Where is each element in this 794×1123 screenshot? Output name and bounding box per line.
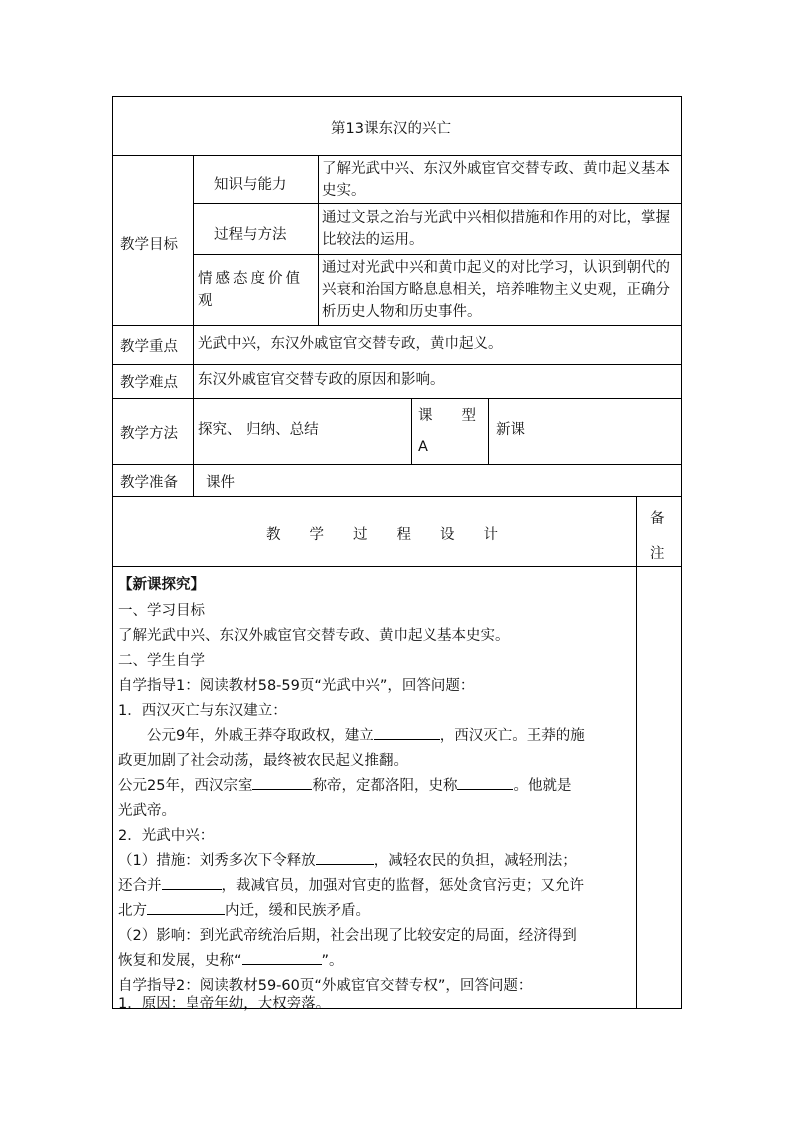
- methods-label: 教学方法: [120, 426, 178, 442]
- content-line: 政更加剧了社会动荡，最终被农民起义推翻。: [118, 753, 408, 769]
- content-line: 1．西汉灭亡与东汉建立：: [118, 703, 287, 719]
- content-line: 自学指导1：阅读教材58-59页“光武中兴”，回答问题：: [118, 678, 475, 694]
- content-line: 1．原因：皇帝年幼，大权旁落。: [118, 996, 331, 1012]
- text-segment: 恢复和发展，史称“: [118, 953, 242, 969]
- col-divider: [411, 398, 412, 465]
- content-line: [118, 900, 370, 922]
- row-divider: [112, 155, 682, 156]
- table-border-left: [112, 96, 113, 1009]
- objective-text-process: 通过文景之治与光武中兴相似措施和作用的对比，掌握比较法的运用。: [322, 210, 670, 248]
- col-divider: [636, 496, 637, 1009]
- row-divider: [112, 496, 682, 497]
- preparation-text: 课件: [206, 475, 235, 491]
- col-divider: [193, 155, 194, 497]
- row-divider: [112, 566, 682, 567]
- col-divider: [488, 398, 489, 465]
- row-divider: [112, 325, 682, 326]
- objective-text-attitude: 通过对光武中兴和黄巾起义的对比学习，认识到朝代的兴衰和治国方略息息相关，培养唯物主义史观，正确分析历史人物和历史事件。: [322, 260, 670, 320]
- remark-label-1: 备: [650, 511, 665, 527]
- text-segment: 。他就是: [513, 778, 572, 794]
- fill-in-blank[interactable]: [457, 775, 513, 790]
- content-line: 光武帝。: [118, 803, 176, 819]
- lesson-type-value: 新课: [496, 422, 525, 438]
- content-line: [147, 725, 585, 747]
- text-segment: （1）措施：刘秀多次下令释放: [118, 853, 316, 869]
- row-divider: [193, 203, 682, 204]
- content-line: 二、学生自学: [118, 653, 205, 669]
- objectives-label: 教学目标: [120, 237, 178, 253]
- text-segment: 内迁，缓和民族矛盾。: [225, 903, 370, 919]
- objective-label-knowledge: 知识与能力: [214, 177, 287, 193]
- text-segment: 公元25年，西汉宗室: [118, 778, 253, 794]
- difficulties-label: 教学难点: [120, 375, 178, 391]
- text-segment: ，减轻农民的负担，减轻刑法；: [373, 853, 577, 869]
- text-segment: ，裁减官员，加强对官吏的监督，惩处贪官污吏；又允许: [221, 878, 584, 894]
- lesson-type-label: 课 型: [418, 408, 476, 424]
- fill-in-blank[interactable]: [147, 900, 225, 915]
- text-segment: ，西汉灭亡。王莽的施: [439, 728, 585, 744]
- section-heading: 【新课探究】: [118, 577, 205, 593]
- text-segment: 北方: [118, 903, 147, 919]
- text-segment: 称帝，定都洛阳，史称: [312, 778, 458, 794]
- row-divider: [112, 364, 682, 365]
- objective-label-attitude: 情感态度价值观: [198, 271, 303, 309]
- table-border-top: [112, 96, 682, 97]
- remark-label-2: 注: [650, 546, 665, 562]
- content-line: 自学指导2：阅读教材59-60页“外戚宦官交替专权”，回答问题：: [118, 978, 533, 994]
- text-segment: 还合并: [118, 878, 162, 894]
- text-segment: 公元9年，外戚王莽夺取政权，建立: [147, 728, 374, 744]
- fill-in-blank[interactable]: [162, 875, 222, 890]
- content-line: [118, 875, 584, 897]
- text-segment: ”。: [321, 953, 344, 969]
- key-points-label: 教学重点: [120, 339, 178, 355]
- fill-in-blank[interactable]: [242, 950, 322, 965]
- content-line: [118, 950, 344, 972]
- content-line: [118, 850, 577, 872]
- content-line: （2）影响：到光武帝统治后期，社会出现了比较安定的局面，经济得到: [118, 928, 577, 944]
- difficulties-text: 东汉外戚宦官交替专政的原因和影响。: [198, 372, 445, 388]
- lesson-type-code: A: [418, 439, 428, 455]
- preparation-label: 教学准备: [120, 475, 178, 491]
- table-border-right: [681, 96, 682, 1009]
- objective-text-knowledge: 了解光武中兴、东汉外戚宦官交替专政、黄巾起义基本史实。: [322, 161, 670, 199]
- fill-in-blank[interactable]: [316, 850, 374, 865]
- objective-label-process: 过程与方法: [214, 227, 287, 243]
- col-divider: [318, 155, 319, 326]
- row-divider: [193, 254, 682, 255]
- content-line: [118, 775, 571, 797]
- methods-text: 探究、 归纳、总结: [198, 422, 319, 438]
- row-divider: [112, 398, 682, 399]
- fill-in-blank[interactable]: [252, 775, 312, 790]
- content-line: 一、学习目标: [118, 603, 205, 619]
- row-divider: [112, 464, 682, 465]
- content-line: 2．光武中兴：: [118, 828, 215, 844]
- page-title: 第13课东汉的兴亡: [331, 121, 451, 137]
- content-line: 了解光武中兴、东汉外戚宦官交替专政、黄巾起义基本史实。: [118, 628, 510, 644]
- key-points-text: 光武中兴，东汉外戚宦官交替专政，黄巾起义。: [198, 336, 503, 352]
- process-header: 教 学 过 程 设 计: [266, 527, 498, 543]
- fill-in-blank[interactable]: [374, 725, 440, 740]
